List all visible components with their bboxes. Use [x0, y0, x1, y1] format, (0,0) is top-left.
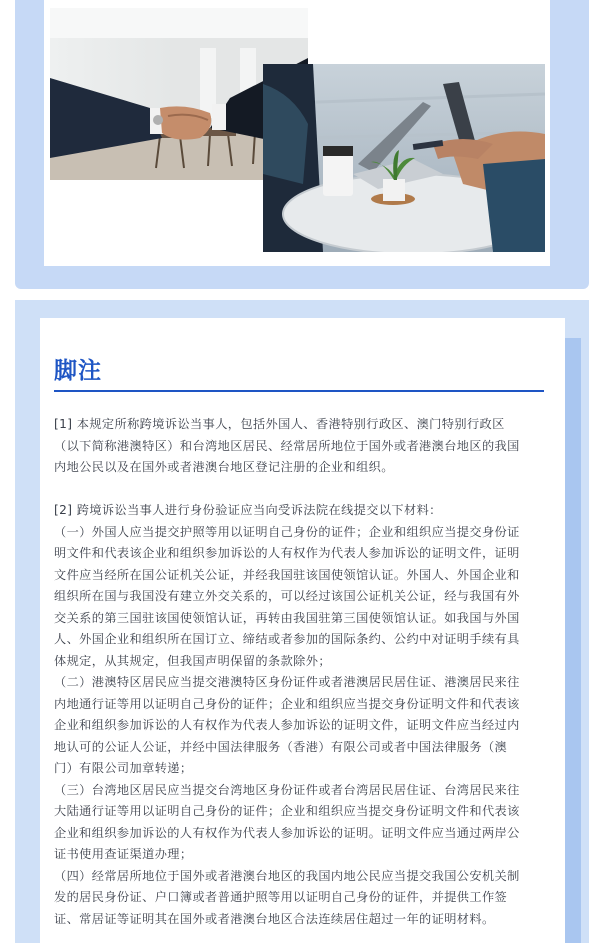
footnote-line: [2] 跨境诉讼当事人进行身份验证应当向受诉法院在线提交以下材料： — [54, 503, 442, 517]
meeting-illustration — [263, 64, 545, 252]
title-divider — [54, 390, 544, 392]
footnote-line: 门）有限公司加章转递； — [54, 761, 193, 775]
meeting-photo — [263, 64, 545, 252]
footnote-line: 证、常居证等证明其在国外或者港澳台地区合法连续居住超过一年的证明材料。 — [54, 911, 495, 926]
footnote-line: 文件应当经所在国公证机关公证，并经我国驻该国使领馆认证。外国人、外国企业和 — [54, 567, 520, 582]
footnote-line: 发的居民身份证、户口簿或者普通护照等用以证明自己身份的证件，并提供工作签 — [54, 890, 508, 904]
footnote-line: （以下简称港澳特区）和台湾地区居民、经常居所地位于国外或者港澳台地区的我国 — [54, 438, 520, 453]
footnote-1 — [54, 414, 554, 479]
footnote-line: （四）经常居所地位于国外或者港澳台地区的我国内地公民应当提交我国公安机关制 — [54, 868, 520, 883]
card-shadow — [565, 338, 581, 943]
footnote-line: 企业和组织参加诉讼的人有权作为代表人参加诉讼的证明文件，证明文件应当经过内 — [54, 718, 520, 732]
footnote-line: 交关系的第三国驻该国使领馆认证，再转由我国驻第三国使领馆认证。如我国与外国 — [54, 610, 520, 625]
footnote-2 — [54, 500, 554, 930]
footnote-line: 地认可的公证人公证，并经中国法律服务（香港）有限公司或者中国法律服务（澳 — [54, 739, 508, 754]
footnote-line: 证书使用查证渠道办理； — [54, 847, 193, 861]
footnote-line: [1] 本规定所称跨境诉讼当事人，包括外国人、香港特别行政区、澳门特别行政区 — [54, 417, 505, 431]
footnote-line: 内地通行证等用以证明自己身份的证件；企业和组织应当提交身份证明文件和代表该 — [54, 696, 520, 711]
footnote-line: 组织所在国与我国没有建立外交关系的，可以经过该国公证机关公证，经与我国有外 — [54, 589, 520, 603]
footnote-line: 企业和组织参加诉讼的人有权作为代表人参加诉讼的证明。证明文件应当通过两岸公 — [54, 825, 520, 840]
footnote-line: （一）外国人应当提交护照等用以证明自己身份的证件；企业和组织应当提交身份证 — [54, 524, 520, 539]
footnote-line: 体规定，从其规定，但我国声明保留的条款除外； — [54, 653, 331, 668]
footnote-line: 明文件和代表该企业和组织参加诉讼的人有权作为代表人参加诉讼的证明文件，证明 — [54, 546, 520, 560]
footnote-line: 内地公民以及在国外或者港澳台地区登记注册的企业和组织。 — [54, 460, 394, 474]
footnote-line: （三）台湾地区居民应当提交台湾地区身份证件或者台湾居民居住证、台湾居民来往 — [54, 782, 520, 797]
paragraph-gap — [54, 479, 554, 501]
footnote-line: 人、外国企业和组织所在国订立、缔结或者参加的国际条约、公约中对证明手续有具 — [54, 632, 520, 646]
footnote-line: 大陆通行证等用以证明自己身份的证件；企业和组织应当提交身份证明文件和代表该 — [54, 804, 520, 818]
footnote-line: （二）港澳特区居民应当提交港澳特区身份证件或者港澳居民居住证、港澳居民来往 — [54, 675, 520, 689]
footnotes-title: 脚注 — [54, 358, 102, 384]
footnotes-body — [54, 414, 554, 930]
